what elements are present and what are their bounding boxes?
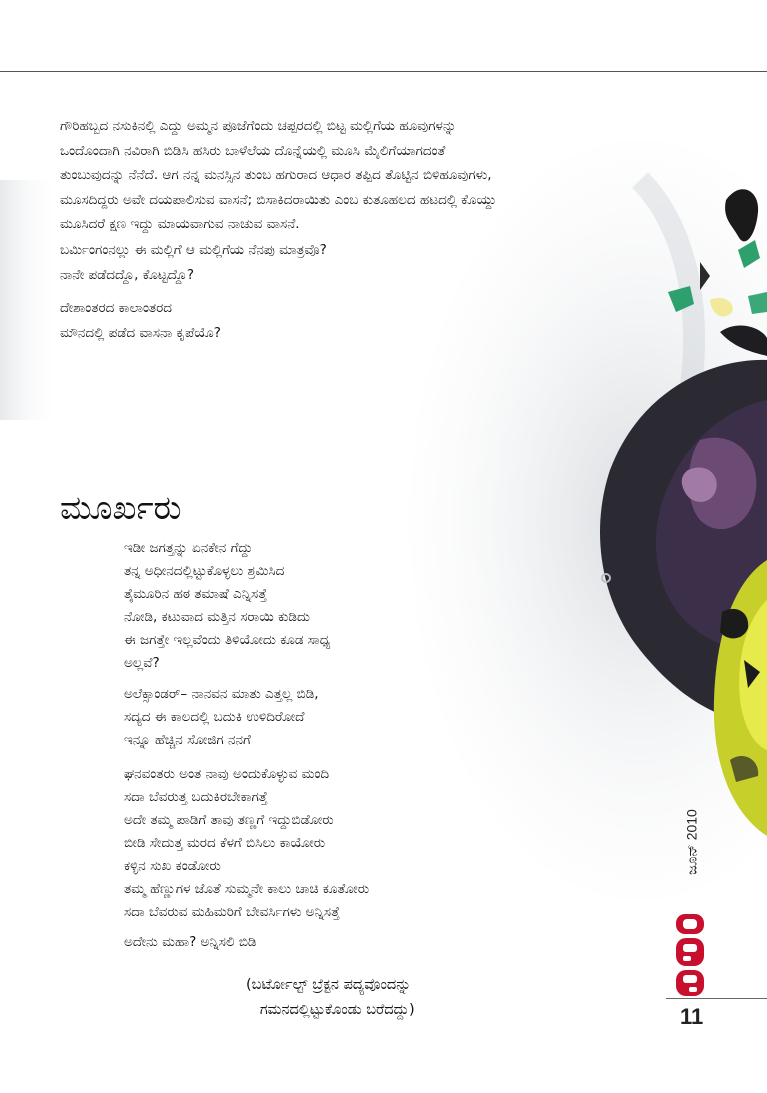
page-number: 11 <box>680 1004 704 1029</box>
poem-stanza-3: ಘನವಂತರು ಅಂತ ನಾವು ಅಂದುಕೊಳ್ಳುವ ಮಂದಿ ಸದಾ ಬೆವರುತ್ತ ಬದುಕಿರಬೇಕಾಗತ್ತೆ ಅದೇ ತಮ್ಮ ಪಾಡಿಗೆ ತಾವು ತಣ್ಣಗೆ ಇದ್ದುಬಿಡೋರು ಬೀಡಿ ಸೇದುತ್ತ ಮರದ ಕೆಳಗೆ ಬಿಸಿಲು ಕಾಯೋರು ಕಳ್ಳಿನ ಸುಖ ಕಂಡೋರು ತಮ್ಮ ಹೆಣ್ಣುಗಳ ಜೊತೆ ಸುಮ್ಮನೇ ಕಾಲು ಚಾಚಿ ಕೂತೋರು ಸದಾ ಬೆವರುವ ಮಹಿಮರಿಗೆ ಬೇವರ್ಸಿಗಳು ಅನ್ನಿಸತ್ತೆ <box>124 766 370 920</box>
poem-title: ಮೂರ್ಖರು <box>60 488 182 527</box>
attribution-note: (ಬರ್ಟೋಲ್ಟ್ ಬ್ರೆಕ್ಟನ ಪದ್ಯವೊಂದನ್ನು ಗಮನದಲ್ಲಿಟ್ಟುಕೊಂಡು ಬರೆದದ್ದು) <box>246 977 415 1018</box>
poem-stanza-2: ಅಲೆಕ್ಸಾಂಡರ್– ನಾನವನ ಮಾತು ಎತ್ತಲ್ಲ ಬಿಡಿ, ಸದ್ಯದ ಈ ಕಾಲದಲ್ಲಿ ಬದುಕಿ ಉಳಿದಿರೋದೆ ಇನ್ನೂ ಹೆಚ್ಚಿನ ಸೋಜಿಗ ನನಗೆ <box>124 686 319 748</box>
issue-date: ಜೂನ್ 2010 <box>683 809 700 875</box>
poem-stanza-4: ಅದೇನು ಮಹಾ? ಅನ್ನಿಸಲಿ ಬಿಡಿ <box>124 934 257 950</box>
magazine-logo <box>670 912 710 1000</box>
poem-stanza-1: ಇಡೀ ಜಗತ್ತನ್ನು ಏನಕೇನ ಗೆದ್ದು ತನ್ನ ಅಧೀನದಲ್ಲಿಟ್ಟುಕೊಳ್ಳಲು ಶ್ರಮಿಸಿದ ತೈಮೂರಿನ ಹಠ ತಮಾಷೆ ಎನ್ನಿಸತ್ತೆ ನೋಡಿ, ಕಟುವಾದ ಮತ್ತಿನ ಸರಾಯಿ ಕುಡಿದು ಈ ಜಗತ್ತೇ ಇಲ್ಲವೆಂದು ತಿಳಿಯೋದು ಕೂಡ ಸಾಧ್ಯ ಅಲ್ಲವೆ? <box>124 540 331 671</box>
footer-rule <box>666 998 767 999</box>
intro-paragraph-3: ದೇಶಾಂತರದ ಕಾಲಾಂತರದ ಮೌನದಲ್ಲಿ ಪಡೆದ ವಾಸನಾ ಕೃಪೆಯೊ? <box>60 300 221 341</box>
intro-paragraph-1: ಗೌರಿಹಬ್ಬದ ನಸುಕಿನಲ್ಲಿ ಎದ್ದು ಅಮ್ಮನ ಪೂಜೆಗೆಂದು ಚಪ್ಪರದಲ್ಲಿ ಬಿಟ್ಟ ಮಲ್ಲಿಗೆಯ ಹೂವುಗಳನ್ನು ಒಂದೊಂದಾಗಿ ನವಿರಾಗಿ ಬಿಡಿಸಿ ಹಸಿರು ಬಾಳೆಲೆಯ ದೊನ್ನೆಯಲ್ಲಿ ಮೂಸಿ ಮೈಲಿಗೆಯಾಗದಂತೆ ತುಂಬುವುದನ್ನು ನೆನೆದೆ. ಆಗ ನನ್ನ ಮನಸ್ಸಿನ ತುಂಬ ಹಗುರಾದ ಆಧಾರ ತಪ್ಪಿದ ತೊಟ್ಟಿನ ಬಿಳಿಹೂವುಗಳು, ಮೂಸದಿದ್ದರು ಅವೇ ದಯಪಾಲಿಸುವ ವಾಸನೆ; ಬಿಸಾಕಿದರಾಯಿತು ಎಂಬ ಕುತೂಹಲದ ಹಟದಲ್ಲಿ ಕೊಯ್ದು ಮೂಸಿದರೆ ಕ್ಷಣ ಇದ್ದು ಮಾಯವಾಗುವ ನಾಚುವ ವಾಸನೆ. <box>60 118 497 232</box>
intro-paragraph-2: ಬರ್ಮಿಂಗಂನಲ್ಲು ಈ ಮಲ್ಲಿಗೆ ಆ ಮಲ್ಲಿಗೆಯ ನೆನಪು ಮಾತ್ರವೊ? ನಾನೇ ಪಡೆದದ್ದೊ, ಕೊಟ್ಟದ್ದೊ? <box>60 242 327 283</box>
